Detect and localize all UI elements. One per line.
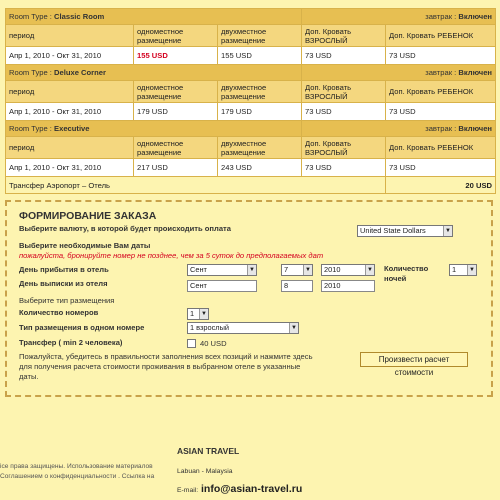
- rate-single: 217 USD: [134, 159, 218, 177]
- header-double: двухместное размещение: [218, 81, 302, 103]
- breakfast-value: Включен: [458, 124, 493, 133]
- rooms-count-value: 1: [190, 309, 195, 318]
- breakfast-label: завтрак :: [425, 12, 457, 21]
- room-type-name: Executive: [54, 124, 90, 133]
- rate-double: 179 USD: [218, 103, 302, 121]
- footer-legal: [0, 462, 170, 482]
- rate-row: [6, 103, 496, 121]
- chevron-down-icon: ▼: [467, 265, 476, 275]
- order-form: [5, 200, 493, 397]
- chevron-down-icon: ▼: [443, 226, 452, 236]
- currency-value: United State Dollars: [360, 226, 426, 235]
- header-child: Доп. Кровать РЕБЕНОК: [386, 25, 496, 47]
- breakfast-value: Включен: [458, 68, 493, 77]
- transfer-checkbox[interactable]: [187, 339, 196, 348]
- order-note: Пожалуйста, убедитесь в правильности заполнения всех позиций и нажмите здесь для получения расчета стоимости проживания в выбранном отеле в указанные даты.: [19, 352, 313, 381]
- rate-double: 155 USD: [218, 47, 302, 65]
- header-single: одноместное размещение: [134, 81, 218, 103]
- rate-period: Апр 1, 2010 - Окт 31, 2010: [6, 103, 134, 121]
- currency-label: Выберите валюту, в которой будет происходить оплата: [19, 224, 231, 233]
- room-type-name: Classic Room: [54, 12, 105, 21]
- nights-value: 1: [452, 265, 457, 274]
- rate-row: [6, 159, 496, 177]
- placement-select[interactable]: [187, 322, 299, 334]
- chevron-down-icon: ▼: [247, 265, 256, 275]
- transfer-price: 20 USD: [386, 177, 496, 194]
- header-period: период: [6, 137, 134, 159]
- transfer-option-price: 40 USD: [200, 339, 227, 348]
- header-child: Доп. Кровать РЕБЕНОК: [386, 81, 496, 103]
- header-adult: Доп. Кровать ВЗРОСЛЫЙ: [302, 81, 386, 103]
- calculate-button[interactable]: Произвести расчет стоимости: [360, 352, 468, 367]
- transfer-option-label: Трансфер ( min 2 человека): [19, 338, 123, 347]
- rooms-count-label: Количество номеров: [19, 308, 99, 317]
- rate-adult: 73 USD: [302, 47, 386, 65]
- footer-email-label: E-mail:: [177, 487, 199, 494]
- room-type-row: [6, 121, 496, 137]
- dates-hint: пожалуйста, бронируйте номер не позднее, чем за 5 суток до предполагаемых дат: [19, 251, 324, 260]
- departure-day-input[interactable]: 8: [281, 280, 313, 292]
- header-period: период: [6, 81, 134, 103]
- footer-brand: ASIAN TRAVEL: [177, 446, 240, 456]
- breakfast-label: завтрак :: [425, 124, 457, 133]
- room-type-label: Room Type :: [9, 68, 52, 77]
- chevron-down-icon: ▼: [289, 323, 298, 333]
- rates-table: [5, 8, 496, 194]
- arrival-month-value: Сент: [190, 265, 207, 274]
- rates-header-row: [6, 81, 496, 103]
- departure-month-input[interactable]: Сент: [187, 280, 257, 292]
- departure-label: День выписки из отеля: [19, 279, 108, 288]
- placement-type-label: Выберите тип размещения: [19, 296, 115, 305]
- nights-label: Количество ночей: [384, 264, 429, 283]
- arrival-label: День прибытия в отель: [19, 265, 109, 274]
- rate-child: 73 USD: [386, 159, 496, 177]
- rate-row: [6, 47, 496, 65]
- nights-select[interactable]: [449, 264, 477, 276]
- rates-header-row: [6, 25, 496, 47]
- footer-rights: ісе права защищены. Использование материалов: [0, 463, 153, 470]
- rate-single: 155 USD: [134, 47, 218, 65]
- chevron-down-icon: ▼: [199, 309, 208, 319]
- room-type-name: Deluxe Corner: [54, 68, 106, 77]
- placement-label: Тип размещения в одном номере: [19, 323, 145, 332]
- room-type-label: Room Type :: [9, 12, 52, 21]
- room-type-row: [6, 9, 496, 25]
- breakfast-value: Включен: [458, 12, 493, 21]
- header-double: двухместное размещение: [218, 137, 302, 159]
- rate-adult: 73 USD: [302, 103, 386, 121]
- rooms-count-select[interactable]: [187, 308, 209, 320]
- rate-single: 179 USD: [134, 103, 218, 121]
- currency-select[interactable]: [357, 225, 453, 237]
- rate-double: 243 USD: [218, 159, 302, 177]
- chevron-down-icon: ▼: [365, 265, 374, 275]
- rate-adult: 73 USD: [302, 159, 386, 177]
- arrival-year-value: 2010: [324, 265, 341, 274]
- rates-header-row: [6, 137, 496, 159]
- footer-privacy: Соглашением о конфиденциальности . Ссылка на: [0, 473, 155, 480]
- chevron-down-icon: ▼: [303, 265, 312, 275]
- footer-location: Labuan - Malaysia: [177, 468, 233, 475]
- arrival-day-value: 7: [284, 265, 289, 274]
- header-child: Доп. Кровать РЕБЕНОК: [386, 137, 496, 159]
- transfer-row: [6, 177, 496, 194]
- rate-child: 73 USD: [386, 47, 496, 65]
- header-double: двухместное размещение: [218, 25, 302, 47]
- header-single: одноместное размещение: [134, 137, 218, 159]
- breakfast-label: завтрак :: [425, 68, 457, 77]
- header-adult: Доп. Кровать ВЗРОСЛЫЙ: [302, 25, 386, 47]
- room-type-row: [6, 65, 496, 81]
- placement-value: 1 взрослый: [190, 323, 230, 332]
- arrival-year-select[interactable]: [321, 264, 375, 276]
- rate-period: Апр 1, 2010 - Окт 31, 2010: [6, 47, 134, 65]
- dates-label: Выберите необходимые Вам даты: [19, 241, 151, 250]
- room-type-label: Room Type :: [9, 124, 52, 133]
- footer-email-link[interactable]: info@asian-travel.ru: [201, 483, 303, 495]
- rate-child: 73 USD: [386, 103, 496, 121]
- arrival-day-select[interactable]: [281, 264, 313, 276]
- order-title: ФОРМИРОВАНИЕ ЗАКАЗА: [19, 210, 157, 222]
- rate-period: Апр 1, 2010 - Окт 31, 2010: [6, 159, 134, 177]
- arrival-month-select[interactable]: [187, 264, 257, 276]
- header-single: одноместное размещение: [134, 25, 218, 47]
- transfer-label: Трансфер Аэропорт – Отель: [6, 177, 386, 194]
- departure-year-input[interactable]: 2010: [321, 280, 375, 292]
- header-period: период: [6, 25, 134, 47]
- header-adult: Доп. Кровать ВЗРОСЛЫЙ: [302, 137, 386, 159]
